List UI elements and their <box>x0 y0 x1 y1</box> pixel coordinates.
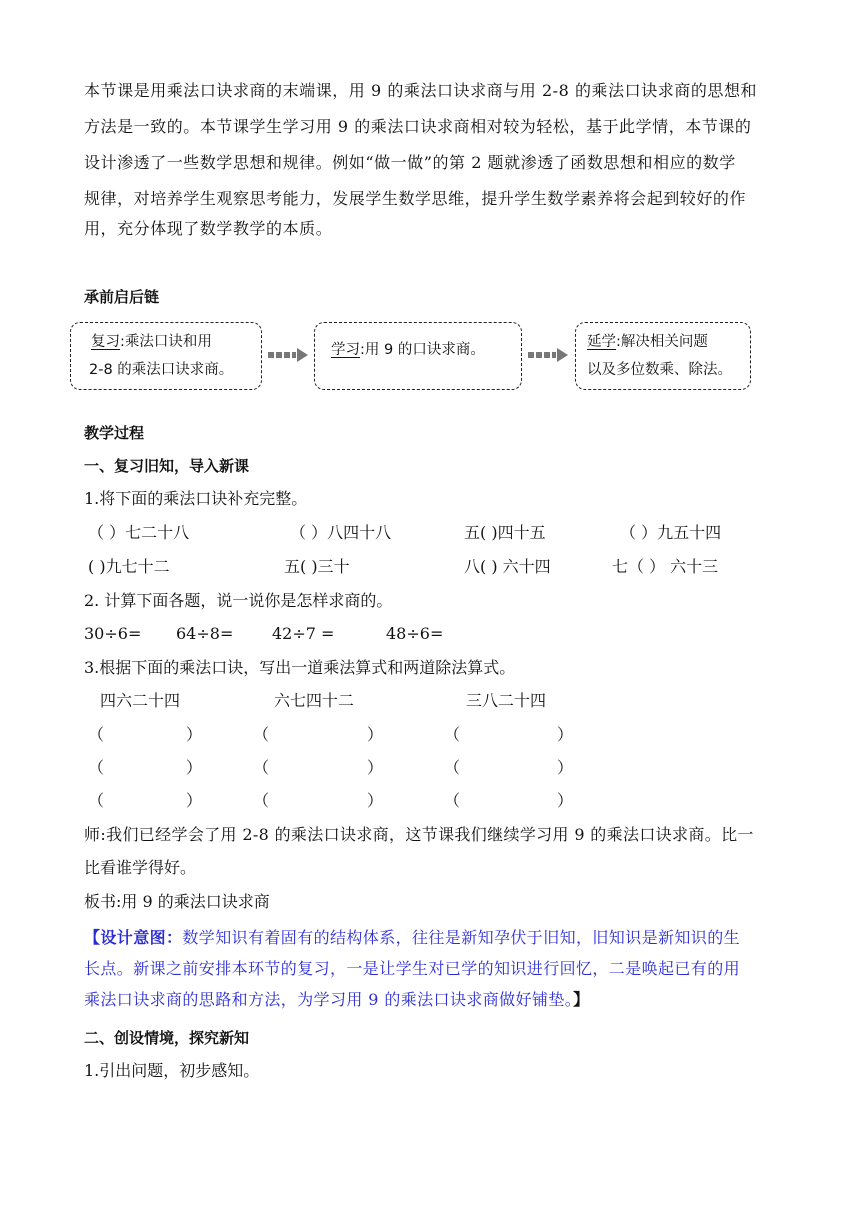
design-intent <box>84 922 780 1015</box>
board-writing: 板书:用 9 的乘法口诀求商 <box>84 892 270 911</box>
intro-line: 设计渗透了一些数学思想和规律。例如“做一做”的第 2 题就渗透了函数思想和相应的数学 <box>84 153 736 172</box>
fill-item: （ ）九五十四 <box>620 523 722 542</box>
teacher-line: 比看谁学得好。 <box>84 858 197 877</box>
design-text: 乘法口诀求商的思路和方法，为学习用 9 的乘法口诀求商做好铺垫。 <box>84 990 574 1009</box>
paren-close: ） <box>367 791 384 810</box>
question-1: 1.将下面的乘法口诀补充完整。 <box>84 489 308 508</box>
extend-box <box>575 322 751 390</box>
paren-open: （ <box>88 758 105 777</box>
question-2: 2. 计算下面各题，说一说你是怎样求商的。 <box>84 591 393 610</box>
calc-item: 30÷6= <box>84 624 142 643</box>
design-end: 】 <box>573 990 590 1009</box>
fill-item: 五( )三十 <box>284 557 350 576</box>
learn-text: :用 9 的口诀求商。 <box>360 342 485 358</box>
review-text: 2-8 的乘法口诀求商。 <box>89 362 234 378</box>
chain-heading: 承前启后链 <box>84 288 160 306</box>
paren-close: ） <box>557 725 574 744</box>
fill-item: ( )九七十二 <box>88 557 170 576</box>
paren-close: ） <box>557 791 574 810</box>
section1-heading: 一、复习旧知，导入新课 <box>84 457 250 475</box>
fill-item: 七（ ） 六十三 <box>612 557 719 576</box>
rhyme-item: 四六二十四 <box>100 691 181 710</box>
fill-item: （ ）七二十八 <box>88 523 190 542</box>
fill-item: 八( ) 六十四 <box>464 557 551 576</box>
paren-open: （ <box>444 791 461 810</box>
intro-line: 方法是一致的。本节课学生学习用 9 的乘法口诀求商相对较为轻松，基于此学情，本节课的 <box>84 117 752 136</box>
paren-close: ） <box>186 725 203 744</box>
teacher-line: 师:我们已经学会了用 2-8 的乘法口诀求商，这节课我们继续学习用 9 的乘法口诀求商。比一 <box>84 825 754 844</box>
learn-label: 学习 <box>331 342 360 358</box>
question-3: 3.根据下面的乘法口诀，写出一道乘法算式和两道除法算式。 <box>84 658 516 677</box>
calc-item: 64÷8= <box>176 624 234 643</box>
fill-item: （ ）八四十八 <box>290 523 392 542</box>
calc-item: 42÷7 = <box>272 624 335 643</box>
design-text: 长点。新课之前安排本环节的复习，一是让学生对已学的知识进行回忆，二是唤起已有的用 <box>84 959 741 978</box>
rhyme-item: 三八二十四 <box>466 691 547 710</box>
chain-arrow-2 <box>528 347 570 363</box>
review-text: :乘法口诀和用 <box>120 334 212 350</box>
learn-box <box>314 322 522 390</box>
fill-item: 五( )四十五 <box>464 523 546 542</box>
calc-item: 48÷6= <box>386 624 444 643</box>
extend-text: 以及多位数乘、除法。 <box>587 362 732 378</box>
paren-open: （ <box>253 725 270 744</box>
paren-open: （ <box>253 791 270 810</box>
process-heading: 教学过程 <box>84 424 145 442</box>
section2-heading: 二、创设情境，探究新知 <box>84 1029 250 1047</box>
paren-close: ） <box>367 758 384 777</box>
review-box <box>70 322 262 390</box>
extend-text: :解决相关问题 <box>616 334 708 350</box>
paren-close: ） <box>557 758 574 777</box>
intro-line: 用，充分体现了数学教学的本质。 <box>84 219 333 238</box>
extend-label: 延学 <box>587 334 616 350</box>
rhyme-item: 六七四十二 <box>274 691 355 710</box>
paren-open: （ <box>253 758 270 777</box>
intro-line: 本节课是用乘法口诀求商的末端课，用 9 的乘法口诀求商与用 2-8 的乘法口诀求商的思想和 <box>84 81 758 100</box>
paren-close: ） <box>186 791 203 810</box>
design-label: 【设计意图： <box>84 928 183 947</box>
paren-open: （ <box>88 791 105 810</box>
paren-open: （ <box>444 725 461 744</box>
chain-arrow-1 <box>268 347 310 363</box>
step-1: 1.引出问题，初步感知。 <box>84 1061 260 1080</box>
design-text: 数学知识有着固有的结构体系，往往是新知孕伏于旧知，旧知识是新知识的生 <box>182 928 741 947</box>
paren-close: ） <box>186 758 203 777</box>
intro-line: 规律，对培养学生观察思考能力，发展学生数学思维，提升学生数学素养将会起到较好的作 <box>84 189 747 208</box>
paren-open: （ <box>88 725 105 744</box>
paren-open: （ <box>444 758 461 777</box>
paren-close: ） <box>367 725 384 744</box>
review-label: 复习 <box>91 334 120 350</box>
